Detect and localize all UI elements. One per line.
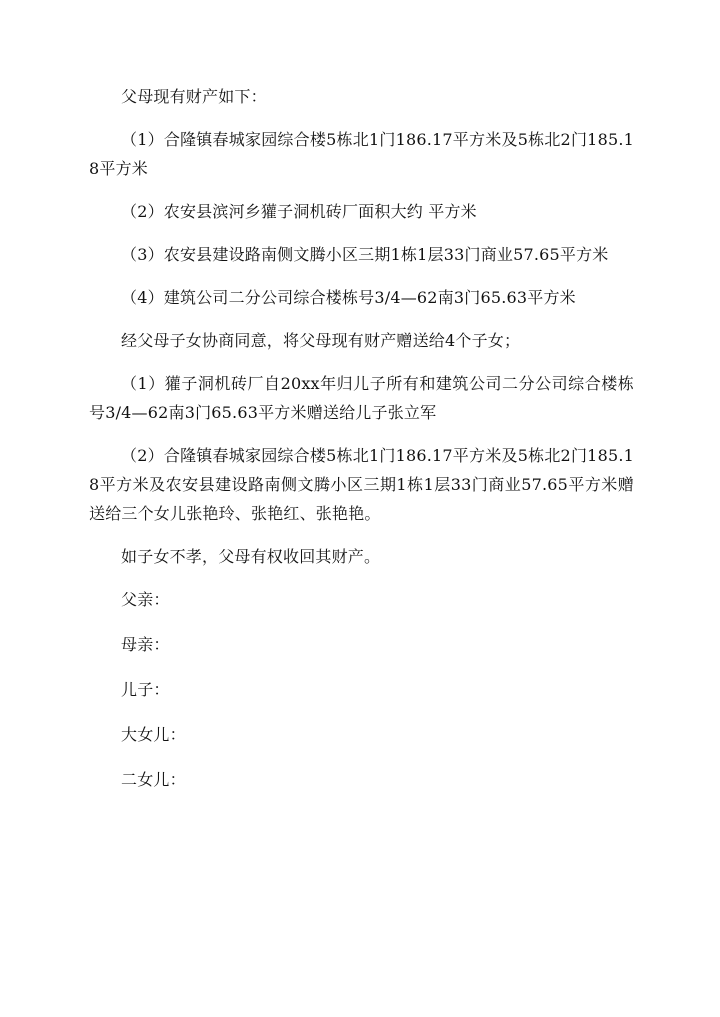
document-body — [89, 82, 634, 810]
property-item-2: （2）农安县滨河乡獾子洞机砖厂面积大约 平方米 — [121, 202, 477, 221]
gift-clause-daughters: （2）合隆镇春城家园综合楼5栋北1门186.17平方米及5栋北2门185.18平方米及农安县建设路南侧文腾小区三期1栋1层33门商业57.65平方米赠送给三个女儿张艳玲、张艳红、张艳艳。 — [89, 446, 634, 523]
property-item-1: （1）合隆镇春城家园综合楼5栋北1门186.17平方米及5栋北2门185.18平方米 — [89, 130, 634, 178]
property-intro: 父母现有财产如下： — [121, 87, 267, 106]
signature-son: 儿子： — [121, 680, 170, 699]
signature-second-daughter: 二女儿： — [121, 770, 186, 789]
property-item-3: （3）农安县建设路南侧文腾小区三期1栋1层33门商业57.65平方米 — [121, 245, 609, 264]
signature-father: 父亲： — [121, 590, 170, 609]
signature-eldest-daughter: 大女儿： — [121, 725, 186, 744]
gift-clause-son: （1）獾子洞机砖厂自20xx年归儿子所有和建筑公司二分公司综合楼栋号3/4—62南3门65.63平方米赠送给儿子张立军 — [89, 374, 634, 422]
property-item-4: （4）建筑公司二分公司综合楼栋号3/4—62南3门65.63平方米 — [121, 288, 576, 307]
agreement-statement: 经父母子女协商同意，将父母现有财产赠送给4个子女； — [121, 331, 521, 350]
signature-mother: 母亲： — [121, 635, 170, 654]
revocation-clause: 如子女不孝，父母有权收回其财产。 — [121, 547, 381, 566]
